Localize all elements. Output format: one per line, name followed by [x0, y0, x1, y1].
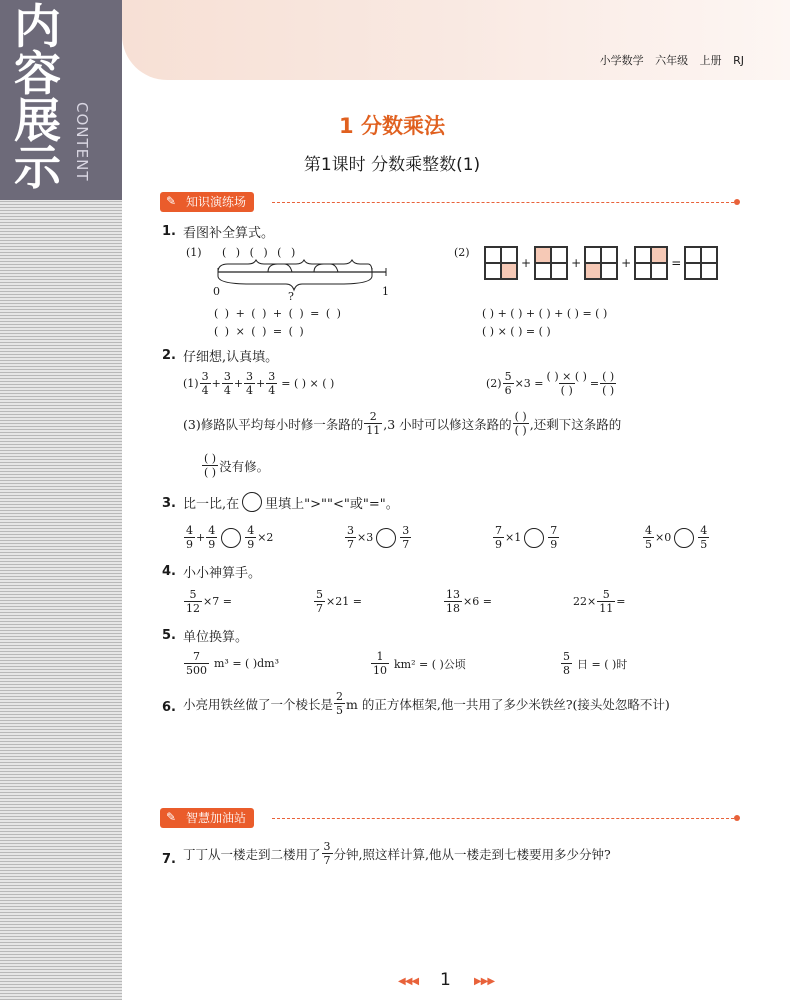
question-text: 看图补全算式。 — [183, 226, 275, 241]
divider-dot — [734, 199, 740, 205]
compare-item — [492, 524, 560, 551]
text-run: ,还剩下这条路的 — [529, 416, 622, 432]
operator: 22× — [573, 595, 597, 608]
fraction: $\frac{5}{7}$ — [316, 588, 323, 615]
fraction: $\frac{7}{9}$ — [495, 524, 502, 551]
text-run: 丁丁从一楼走到二楼用了 — [183, 846, 321, 862]
question-number: 2. — [162, 348, 176, 363]
sidebar-char: 示 — [14, 141, 61, 196]
square-grid — [684, 246, 718, 280]
question-text — [183, 690, 670, 717]
fraction: $\frac{3}{4}$ — [223, 370, 231, 397]
question-number: 1. — [162, 224, 176, 239]
square-grid — [634, 246, 668, 280]
question-number: 3. — [162, 496, 176, 511]
equals-sign: = — [671, 256, 682, 270]
operator: ×21 = — [326, 595, 362, 608]
equation-tail: = ( ) × ( ) — [281, 377, 335, 390]
text-run: 比一比,在 — [183, 496, 240, 512]
left-arrows-icon: ◀◀◀ — [398, 976, 419, 987]
right-arrows-icon: ▶▶▶ — [474, 976, 495, 987]
operator: ×2 — [257, 531, 274, 544]
plus-sign: + — [521, 256, 532, 270]
sidebar-title — [14, 0, 76, 196]
fraction: $\frac{4}{5}$ — [700, 524, 708, 551]
fraction: $\frac{5}{11}$ — [599, 588, 614, 615]
fraction: $\frac{5}{6}$ — [504, 370, 512, 397]
header-band — [122, 0, 790, 80]
fraction: $\frac{7}{500}$ — [186, 650, 207, 677]
equation-line: ( ) + ( ) + ( ) = ( ) — [214, 307, 341, 320]
question-text — [183, 840, 611, 867]
fraction: $\frac{3}{4}$ — [246, 370, 254, 397]
calc-item — [573, 588, 625, 615]
part-label: (2) — [454, 246, 470, 259]
question-number: 4. — [162, 564, 176, 579]
compare-circle[interactable] — [524, 528, 544, 548]
plus-sign: + — [571, 256, 582, 270]
compare-circle[interactable] — [221, 528, 241, 548]
lesson-title: 第1课时 分数乘整数(1) — [303, 155, 481, 175]
fraction-blank: $\frac{( )}{( )}$ — [602, 370, 615, 397]
text-run: 里填上">""<"或"="。 — [265, 496, 399, 512]
conversion-text: km² = ( )公顷 — [394, 657, 466, 671]
operator: ×0 — [655, 531, 672, 544]
operator: ×3 = — [514, 377, 544, 390]
grid-diagram — [484, 246, 718, 280]
fraction: $\frac{3}{7}$ — [402, 524, 410, 551]
page-number: 1 — [440, 970, 451, 990]
text-run: (3)修路队平均每小时修一条路的 — [183, 416, 364, 432]
question-text — [183, 492, 399, 512]
fraction-blank: $\frac{( ) \times ( )}{( )}$ — [546, 370, 587, 397]
sidebar-char: 内 — [14, 0, 61, 55]
calc-item — [183, 588, 232, 615]
section-divider — [272, 202, 734, 203]
conversion-text: 日 = ( )时 — [577, 657, 628, 671]
fraction: $\frac{2}{11}$ — [366, 410, 381, 437]
calc-item — [443, 588, 492, 615]
question-number: 7. — [162, 852, 176, 867]
conversion-item — [560, 650, 627, 677]
text-run: 没有修。 — [219, 458, 270, 474]
part-label: (1) — [186, 246, 202, 259]
text-run: 小亮用铁丝做了一个棱长是 — [183, 696, 334, 712]
q2-part3 — [183, 410, 621, 437]
fraction-blank: $\frac{( )}{( )}$ — [204, 452, 217, 479]
conversion-item — [183, 650, 279, 677]
fraction: $\frac{5}{12}$ — [186, 588, 200, 615]
sidebar-char: 展 — [14, 94, 61, 149]
axis-zero: 0 — [213, 285, 220, 298]
question-text: 仔细想,认真填。 — [183, 350, 279, 365]
fraction: $\frac{3}{7}$ — [323, 840, 331, 867]
divider-dot — [734, 815, 740, 821]
square-grid — [534, 246, 568, 280]
conversion-item — [370, 650, 466, 677]
fraction: $\frac{3}{4}$ — [268, 370, 276, 397]
fraction: $\frac{4}{9}$ — [186, 524, 193, 551]
section-label: 知识演练场 — [186, 195, 247, 209]
text-run: m 的正方体框架,他一共用了多少米铁丝?(接头处忽略不计) — [346, 696, 670, 712]
axis-one: 1 — [382, 285, 389, 298]
fraction: $\frac{1}{10}$ — [373, 650, 387, 677]
equation-line: ( ) × ( ) = ( ) — [214, 325, 304, 338]
text-run: 分钟,照这样计算,他从一楼走到七楼要用多少分钟? — [333, 846, 611, 862]
compare-item — [344, 524, 412, 551]
equation-line: ( ) × ( ) = ( ) — [482, 325, 551, 338]
fraction: $\frac{4}{5}$ — [645, 524, 652, 551]
chapter-title: 1 分数乘法 — [339, 114, 445, 138]
fraction: $\frac{3}{7}$ — [347, 524, 354, 551]
compare-item — [642, 524, 710, 551]
fraction: $\frac{4}{9}$ — [208, 524, 216, 551]
fraction-blank: $\frac{( )}{( )}$ — [514, 410, 527, 437]
sidebar-english-label: CONTENT — [73, 102, 91, 182]
sidebar-char: 容 — [14, 47, 61, 102]
section-divider — [272, 818, 734, 819]
compare-item — [183, 524, 273, 551]
compare-circle[interactable] — [376, 528, 396, 548]
operator: ×3 — [357, 531, 374, 544]
fraction: $\frac{4}{9}$ — [247, 524, 255, 551]
square-grid — [484, 246, 518, 280]
fraction: $\frac{5}{8}$ — [563, 650, 570, 677]
section-label: 智慧加油站 — [186, 811, 247, 825]
part-label: (1) — [183, 377, 199, 390]
operator: = — [616, 595, 626, 608]
question-text: 小小神算手。 — [183, 566, 262, 581]
badge-icon: ✎ — [166, 810, 177, 824]
square-grid — [584, 246, 618, 280]
question-text: 单位换算。 — [183, 630, 249, 645]
plus-sign: + — [196, 531, 206, 544]
q2-part2 — [486, 370, 617, 397]
header-info: 小学数学 六年级 上册 RJ — [599, 54, 744, 67]
equals-sign: = — [589, 377, 600, 390]
compare-circle[interactable] — [242, 492, 262, 512]
segment-diagram — [210, 258, 390, 308]
blank-row: ( ) ( ) ( ) — [222, 246, 296, 259]
operator: ×7 = — [203, 595, 232, 608]
compare-circle[interactable] — [674, 528, 694, 548]
question-mark: ? — [288, 290, 294, 303]
q2-part1: (1) $\frac{3}{4}$ + $\frac{3}{4}$ + $\frac{3}{4}$ + $\frac{3}{4}$ = ( ) × ( ) — [183, 370, 335, 397]
fraction: $\frac{2}{5}$ — [336, 690, 344, 717]
q2-part3-cont — [201, 452, 269, 479]
badge-icon: ✎ — [166, 194, 177, 208]
calc-item — [313, 588, 362, 615]
part-label: (2) — [486, 377, 502, 390]
plus-sign: + — [621, 256, 632, 270]
question-number: 6. — [162, 700, 176, 715]
operator: ×1 — [505, 531, 522, 544]
operator: ×6 = — [463, 595, 492, 608]
equation-line: ( ) + ( ) + ( ) + ( ) = ( ) — [482, 307, 608, 320]
text-run: ,3 小时可以修这条路的 — [383, 416, 512, 432]
question-number: 5. — [162, 628, 176, 643]
conversion-text: m³ = ( )dm³ — [214, 657, 280, 670]
fraction: $\frac{13}{18}$ — [446, 588, 460, 615]
fraction: $\frac{3}{4}$ — [201, 370, 209, 397]
fraction: $\frac{7}{9}$ — [550, 524, 558, 551]
